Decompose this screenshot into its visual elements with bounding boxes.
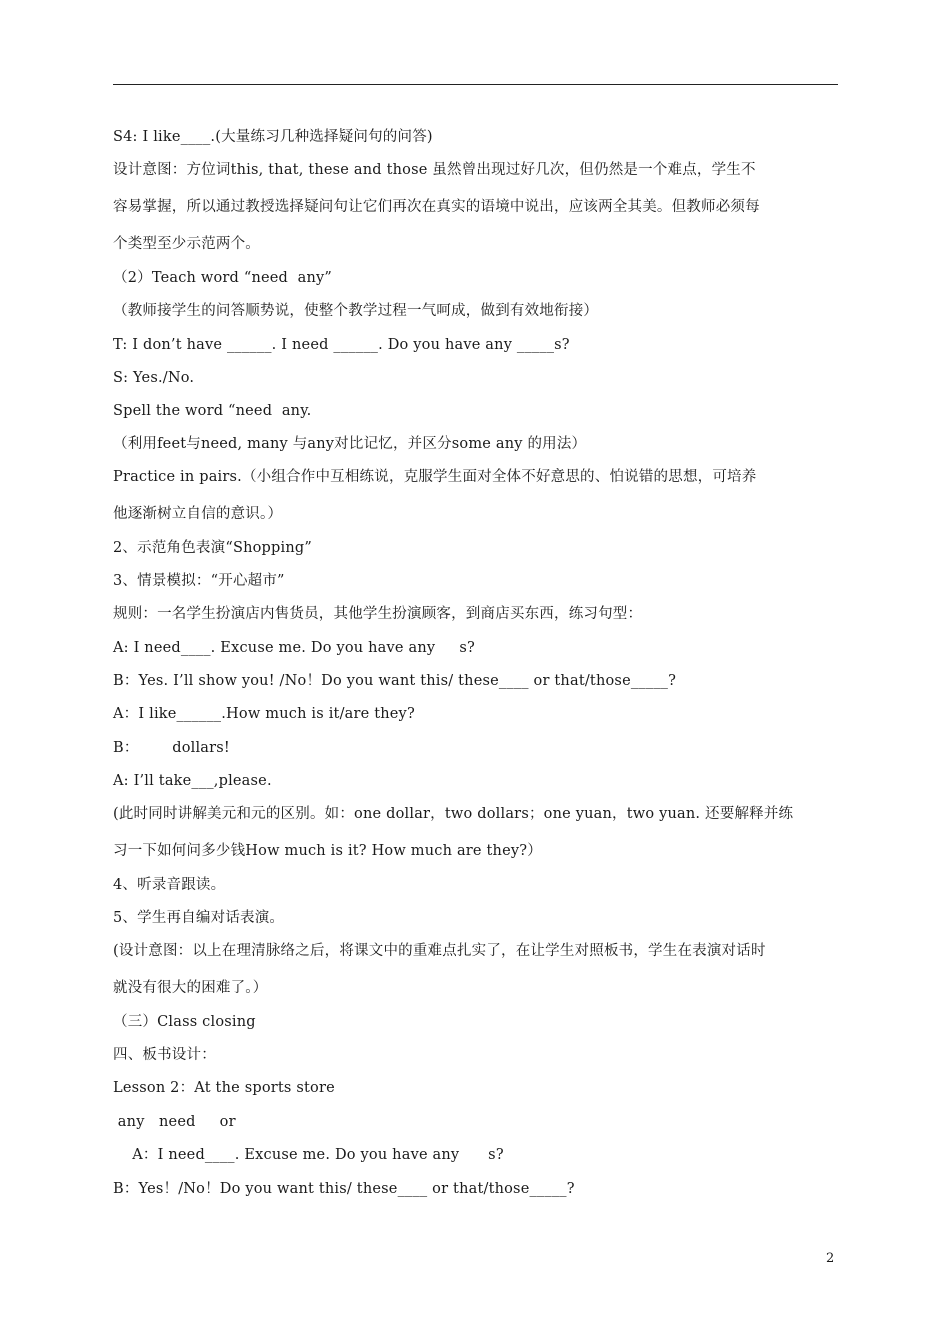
- text-line: 他逐渐树立自信的意识。）: [113, 506, 283, 522]
- text-line: 2、示范角色表演“Shopping”: [113, 540, 312, 556]
- text-line: 3、情景模拟：“开心超市”: [113, 573, 285, 589]
- text-line: S4: I like____.(大量练习几种选择疑问句的问答): [113, 129, 433, 145]
- text-line: B：Yes. I’ll show you! /No！Do you want this/ these____ or that/those_____?: [113, 673, 677, 689]
- text-line: 设计意图：方位词this, that, these and those 虽然曾出现过好几次，但仍然是一个难点，学生不: [113, 162, 756, 178]
- text-line: A：I need____. Excuse me. Do you have any s?: [113, 1147, 504, 1163]
- header-rule: [113, 84, 838, 85]
- text-line: A: I need____. Excuse me. Do you have any s?: [113, 640, 475, 656]
- text-line: 5、学生再自编对话表演。: [113, 910, 285, 926]
- text-line: 容易掌握，所以通过教授选择疑问句让它们再次在真实的语境中说出，应该两全其美。但教师必须每: [113, 199, 760, 215]
- text-line: any need or: [113, 1114, 236, 1130]
- text-line: (设计意图：以上在理清脉络之后，将课文中的重难点扎实了，在让学生对照板书，学生在表演对话时: [113, 943, 766, 959]
- text-line: S: Yes./No.: [113, 370, 195, 386]
- text-line: （教师接学生的问答顺势说，使整个教学过程一气呵成，做到有效地衔接）: [113, 303, 599, 319]
- text-line: Practice in pairs.（小组合作中互相练说，克服学生面对全体不好意思的、怕说错的思想，可培养: [113, 469, 757, 485]
- text-line: B： dollars!: [113, 740, 230, 756]
- text-line: Spell the word “need any.: [113, 403, 312, 419]
- text-line: 四、板书设计：: [113, 1047, 216, 1063]
- text-line: （利用feet与need, many 与any对比记忆，并区分some any 的用法）: [113, 436, 587, 452]
- text-line: 习一下如何问多少钱How much is it? How much are they?）: [113, 843, 542, 859]
- text-line: 4、听录音跟读。: [113, 877, 226, 893]
- text-line: B：Yes！/No！Do you want this/ these____ or that/those_____?: [113, 1181, 575, 1197]
- text-line: 就没有很大的困难了。）: [113, 980, 268, 996]
- text-line: (此时同时讲解美元和元的区别。如：one dollar，two dollars；one yuan，two yuan. 还要解释并练: [113, 806, 794, 822]
- text-line: （三）Class closing: [113, 1014, 256, 1030]
- text-line: 个类型至少示范两个。: [113, 236, 260, 252]
- text-line: Lesson 2：At the sports store: [113, 1080, 335, 1096]
- text-line: T: I don’t have ______. I need ______. Do you have any _____s?: [113, 337, 570, 353]
- text-line: 规则：一名学生扮演店内售货员，其他学生扮演顾客，到商店买东西，练习句型：: [113, 606, 643, 622]
- text-line: （2）Teach word “need any”: [113, 270, 333, 286]
- page-number: 2: [826, 1251, 835, 1266]
- text-line: A：I like______.How much is it/are they?: [113, 706, 415, 722]
- text-line: A: I’ll take___,please.: [113, 773, 272, 789]
